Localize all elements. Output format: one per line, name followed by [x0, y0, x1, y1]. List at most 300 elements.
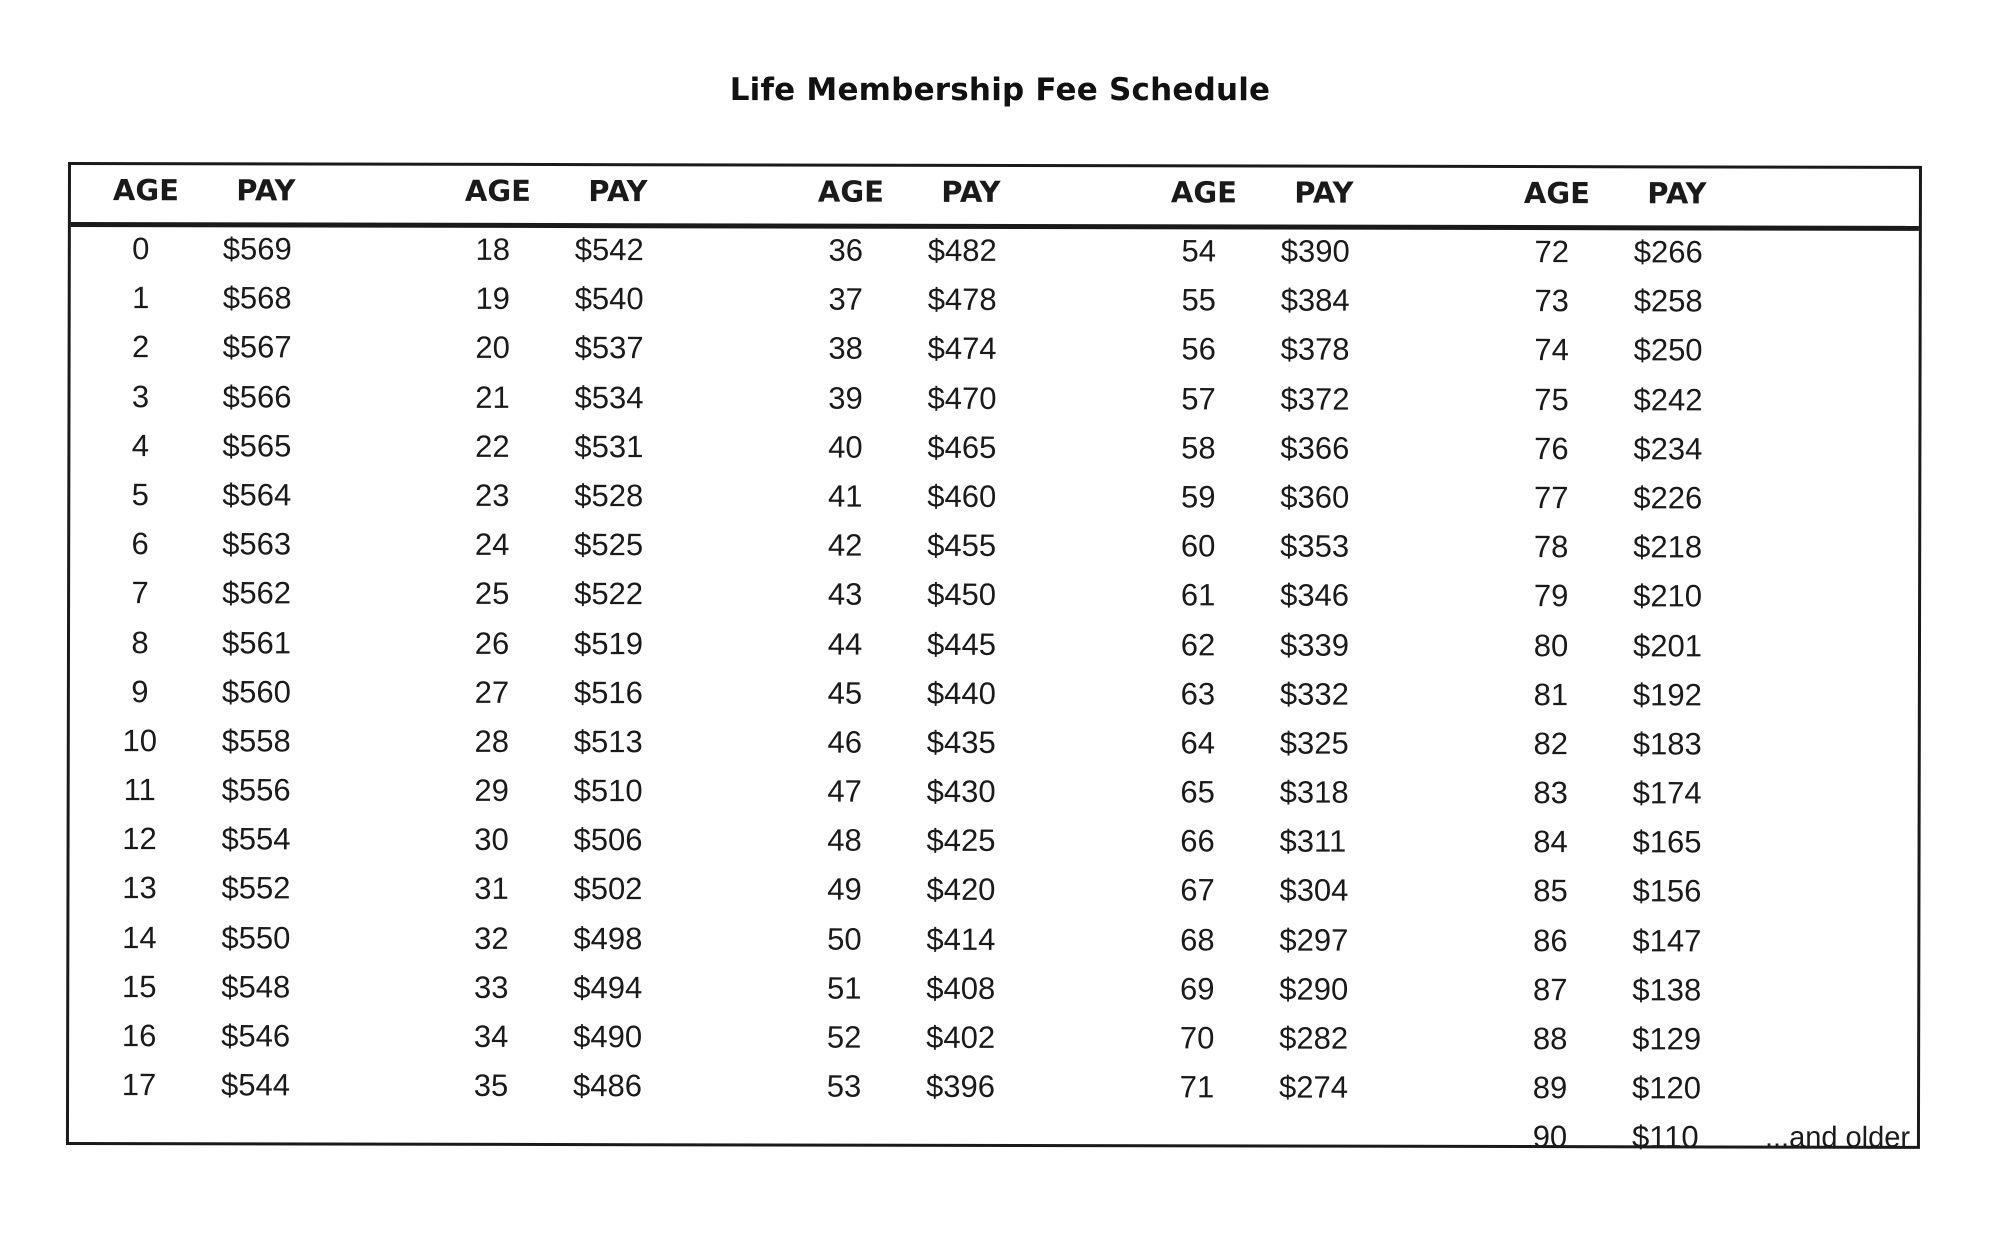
pay-cell: $339	[1279, 627, 1349, 663]
pay-cell: $556	[221, 772, 291, 808]
pay-cell: $502	[573, 871, 643, 907]
age-cell: 27	[474, 674, 510, 710]
pay-cell: $562	[222, 575, 292, 611]
table-row	[70, 473, 430, 523]
table-row	[70, 719, 430, 769]
pay-cell: $290	[1279, 971, 1349, 1007]
age-cell: 40	[828, 429, 863, 465]
table-row	[1481, 476, 1841, 526]
table-row	[70, 375, 430, 425]
pay-cell: $525	[574, 527, 644, 563]
age-cell: 11	[123, 772, 156, 808]
table-row	[1128, 524, 1488, 574]
table-row	[775, 819, 1135, 869]
pay-cell: $414	[926, 921, 996, 957]
age-cell: 20	[475, 330, 510, 366]
pay-cell: $478	[927, 281, 997, 318]
pay-cell: $440	[926, 675, 996, 711]
age-cell: 32	[474, 920, 509, 956]
age-cell: 46	[827, 724, 863, 760]
pay-cell: $460	[927, 478, 997, 514]
table-row	[1481, 673, 1841, 723]
table-row	[1127, 967, 1487, 1017]
age-cell: 83	[1533, 775, 1568, 811]
age-cell: 39	[828, 380, 863, 416]
table-row	[1480, 1115, 1911, 1165]
age-cell: 15	[121, 968, 157, 1004]
table-row	[1127, 1016, 1487, 1066]
table-row	[775, 720, 1135, 770]
table-row	[422, 720, 782, 770]
age-cell: 9	[131, 673, 149, 709]
table-row	[423, 326, 783, 376]
table-row	[1128, 721, 1488, 771]
table-row	[422, 769, 782, 819]
pay-cell: $566	[222, 378, 292, 415]
table-row	[1128, 475, 1488, 525]
pay-cell: $282	[1279, 1020, 1349, 1056]
age-column-header: AGE	[1170, 175, 1238, 210]
pay-cell: $242	[1633, 381, 1703, 417]
age-cell: 28	[474, 723, 510, 759]
pay-cell: $408	[926, 970, 996, 1006]
age-cell: 70	[1179, 1020, 1215, 1056]
age-column-header: AGE	[1523, 176, 1591, 211]
pay-cell: $498	[573, 920, 643, 956]
age-cell: 33	[473, 969, 509, 1005]
age-cell: 18	[475, 231, 511, 267]
table-row	[70, 670, 430, 720]
table-row	[71, 227, 431, 277]
age-cell: 60	[1180, 528, 1216, 564]
pay-cell: $561	[221, 624, 291, 660]
pay-cell: $192	[1632, 676, 1702, 713]
age-cell: 26	[474, 625, 510, 661]
rows-list	[1480, 230, 1911, 1165]
age-cell: 2	[131, 329, 150, 365]
age-cell: 38	[828, 330, 863, 367]
pay-cell: $390	[1280, 233, 1350, 269]
table-row	[776, 278, 1136, 328]
pay-cell: $435	[926, 724, 996, 760]
pay-cell: $311	[1279, 823, 1347, 859]
pay-cell: $528	[574, 477, 644, 514]
age-cell: 21	[475, 379, 510, 415]
table-row	[70, 571, 430, 621]
pay-cell: $465	[927, 429, 997, 465]
table-row	[1128, 377, 1488, 427]
pay-cell: $450	[927, 577, 997, 613]
pay-cell: $455	[927, 527, 997, 564]
age-cell: 76	[1534, 430, 1569, 466]
table-row	[774, 868, 1134, 918]
age-cell: 41	[828, 478, 863, 514]
table-row	[422, 670, 782, 720]
age-column-header: AGE	[464, 173, 532, 208]
pay-cell: $332	[1279, 676, 1349, 712]
pay-cell: $360	[1280, 479, 1350, 515]
age-cell: 13	[122, 870, 157, 906]
pay-cell: $210	[1633, 578, 1703, 614]
pay-cell: $554	[221, 821, 291, 857]
column-group-1	[71, 165, 431, 1103]
age-cell: 30	[474, 822, 509, 858]
table-row	[775, 622, 1135, 672]
age-cell: 47	[827, 773, 862, 809]
table-row	[1482, 279, 1842, 329]
header-row	[423, 174, 783, 219]
pay-cell: $318	[1279, 774, 1349, 810]
pay-cell: $420	[926, 872, 996, 908]
table-row	[1128, 623, 1488, 673]
age-cell: 54	[1181, 233, 1217, 269]
age-cell: 57	[1181, 380, 1216, 416]
age-cell: 45	[827, 675, 863, 711]
pay-cell: $201	[1632, 627, 1702, 663]
age-cell: 86	[1533, 922, 1568, 958]
pay-cell: $297	[1279, 922, 1349, 958]
pay-cell: $156	[1632, 873, 1702, 909]
age-cell: 88	[1532, 1021, 1568, 1057]
pay-cell: $266	[1633, 234, 1703, 270]
table-row	[1482, 230, 1842, 280]
table-row	[1128, 819, 1488, 869]
age-cell: 37	[828, 281, 863, 317]
pay-cell: $120	[1632, 1070, 1702, 1106]
age-cell: 67	[1180, 872, 1215, 908]
table-row	[70, 768, 430, 818]
table-row	[776, 228, 1136, 278]
pay-cell: $402	[926, 1019, 996, 1055]
age-cell: 61	[1180, 577, 1216, 613]
table-row	[1128, 426, 1488, 476]
header-row	[71, 173, 431, 218]
pay-cell: $129	[1632, 1021, 1702, 1057]
pay-cell: $565	[222, 428, 292, 464]
table-row	[71, 325, 431, 375]
table-row	[775, 474, 1135, 524]
age-cell: 1	[132, 280, 150, 316]
age-cell: 44	[827, 626, 863, 662]
pay-cell: $558	[221, 723, 291, 759]
age-cell: 12	[122, 821, 157, 857]
age-cell: 19	[475, 281, 510, 317]
table-row	[1129, 229, 1489, 279]
age-cell: 49	[827, 872, 862, 908]
table-row	[1481, 771, 1841, 821]
pay-cell: $325	[1279, 725, 1349, 761]
age-cell: 64	[1180, 725, 1216, 761]
table-row	[775, 425, 1135, 475]
age-cell: 4	[131, 427, 150, 463]
age-cell: 79	[1533, 578, 1569, 614]
age-cell: 58	[1181, 430, 1216, 466]
age-cell: 66	[1180, 823, 1215, 859]
age-cell: 71	[1179, 1069, 1215, 1105]
pay-cell: $366	[1280, 430, 1350, 466]
table-row	[1127, 869, 1487, 919]
table-row	[1129, 328, 1489, 378]
table-row	[1127, 1065, 1487, 1115]
age-cell: 75	[1534, 381, 1569, 417]
age-cell: 7	[131, 575, 149, 611]
pay-cell: $218	[1633, 529, 1703, 565]
pay-cell: $563	[222, 526, 292, 562]
table-row	[1481, 427, 1841, 477]
pay-cell: $474	[927, 331, 997, 367]
pay-cell: $506	[573, 822, 643, 858]
table-row	[775, 770, 1135, 820]
table-row	[421, 867, 781, 917]
header-row	[776, 174, 1136, 219]
fee-schedule-table	[66, 162, 1922, 1155]
table-row	[1481, 378, 1841, 428]
age-cell: 8	[131, 624, 149, 660]
age-cell: 35	[473, 1068, 509, 1104]
rows-list	[69, 227, 431, 1113]
table-row	[71, 276, 431, 326]
table-row	[1482, 328, 1842, 378]
age-cell: 42	[827, 527, 863, 563]
pay-cell: $537	[574, 330, 644, 366]
pay-cell: $510	[573, 773, 643, 809]
age-cell: 69	[1179, 971, 1215, 1007]
pay-cell: $548	[221, 969, 291, 1005]
table-row	[1129, 278, 1489, 328]
age-cell: 59	[1181, 479, 1216, 515]
pay-cell: $522	[574, 576, 644, 612]
table-row	[1481, 574, 1841, 624]
table-row	[69, 866, 429, 916]
age-cell: 80	[1533, 627, 1569, 663]
column-group-2	[423, 166, 783, 1104]
pay-cell: $274	[1279, 1069, 1349, 1105]
age-cell: 16	[121, 1018, 157, 1054]
page-title: Life Membership Fee Schedule	[729, 72, 1271, 108]
age-cell: 31	[474, 871, 509, 907]
older-ages-note: ...and older	[1764, 1121, 1911, 1155]
pay-cell: $546	[221, 1018, 291, 1054]
age-cell: 23	[475, 477, 510, 513]
pay-column-header: PAY	[1647, 176, 1707, 211]
table-row	[1480, 968, 1840, 1018]
age-cell: 74	[1534, 332, 1569, 368]
pay-cell: $544	[221, 1067, 291, 1103]
age-cell: 62	[1180, 626, 1216, 662]
table-row	[422, 424, 782, 474]
header-row	[1129, 175, 1489, 220]
age-cell: 51	[826, 970, 862, 1006]
age-cell: 5	[131, 477, 149, 513]
pay-cell: $430	[926, 773, 996, 810]
table-row	[421, 916, 781, 966]
age-cell: 43	[827, 576, 863, 612]
age-cell: 17	[121, 1067, 157, 1103]
age-cell: 24	[474, 526, 510, 563]
pay-cell: $304	[1279, 872, 1349, 909]
header-row	[1482, 176, 1842, 221]
pay-cell: $550	[221, 919, 291, 956]
pay-cell: $372	[1280, 381, 1350, 417]
age-cell: 78	[1533, 529, 1569, 565]
table-row	[774, 917, 1134, 967]
age-cell: 36	[828, 232, 864, 268]
column-group-4	[1129, 167, 1489, 1105]
table-row	[1481, 820, 1841, 870]
age-cell: 84	[1533, 824, 1568, 860]
age-cell: 22	[475, 428, 510, 464]
age-cell: 52	[826, 1019, 862, 1055]
table-row	[422, 375, 782, 425]
pay-cell: $384	[1280, 282, 1350, 318]
pay-cell: $396	[926, 1068, 996, 1105]
age-cell: 53	[826, 1068, 862, 1104]
pay-cell: $490	[573, 1019, 643, 1055]
age-cell: 34	[473, 1018, 509, 1054]
table-row	[1480, 869, 1840, 919]
pay-cell: $519	[573, 625, 643, 661]
pay-cell: $494	[573, 969, 643, 1006]
pay-column-header: PAY	[588, 174, 648, 209]
pay-cell: $486	[573, 1068, 643, 1104]
age-column-header: AGE	[112, 173, 180, 208]
age-cell: 14	[122, 919, 157, 955]
rows-list	[421, 228, 783, 1114]
table-row	[1481, 525, 1841, 575]
age-cell: 77	[1534, 480, 1569, 516]
pay-cell: $569	[222, 231, 292, 267]
pay-cell: $552	[221, 870, 291, 906]
rows-list	[774, 228, 1136, 1114]
table-row	[1480, 1066, 1840, 1116]
pay-cell: $531	[574, 428, 644, 464]
table-row	[1128, 574, 1488, 624]
age-cell: 10	[122, 722, 158, 759]
table-row	[421, 966, 781, 1016]
table-row	[1481, 722, 1841, 772]
table-row	[422, 572, 782, 622]
table-row	[422, 621, 782, 671]
age-cell: 87	[1532, 971, 1568, 1007]
pay-cell: $425	[926, 823, 996, 859]
age-cell: 3	[131, 378, 150, 414]
pay-cell: $165	[1632, 824, 1702, 860]
table-row	[69, 1063, 429, 1113]
pay-cell: $470	[927, 380, 997, 416]
age-cell: 63	[1180, 676, 1216, 712]
table-row	[69, 1014, 429, 1064]
pay-column-header: PAY	[1294, 175, 1354, 210]
table-row	[1480, 1017, 1840, 1067]
table-row	[70, 522, 430, 572]
pay-cell: $542	[574, 232, 644, 268]
pay-cell: $564	[222, 477, 292, 513]
pay-cell: $567	[222, 329, 292, 365]
pay-cell: $226	[1633, 480, 1703, 516]
pay-cell: $482	[927, 232, 997, 268]
age-cell: 0	[132, 231, 150, 267]
table-row	[775, 573, 1135, 623]
table-row	[69, 916, 429, 966]
column-group-5	[1482, 168, 1911, 1155]
age-cell: 73	[1534, 283, 1569, 319]
table-row	[775, 524, 1135, 574]
table-row	[422, 818, 782, 868]
pay-column-header: PAY	[236, 173, 296, 208]
pay-cell: $568	[222, 280, 292, 316]
table-row	[775, 376, 1135, 426]
pay-column-header: PAY	[941, 174, 1001, 209]
pay-cell: $138	[1632, 972, 1702, 1008]
age-cell: 90	[1532, 1119, 1568, 1155]
age-cell: 6	[131, 526, 149, 562]
pay-cell: $378	[1280, 331, 1350, 368]
pay-cell: $110	[1631, 1119, 1699, 1155]
table-row	[421, 1015, 781, 1065]
age-cell: 82	[1533, 725, 1569, 762]
table-row	[423, 277, 783, 327]
pay-cell: $445	[926, 626, 996, 662]
table-row	[774, 1015, 1134, 1065]
age-column-header: AGE	[817, 174, 885, 209]
table-row	[422, 474, 782, 524]
table-row	[774, 966, 1134, 1016]
age-cell: 56	[1181, 331, 1216, 367]
table-row	[1481, 623, 1841, 673]
table-row	[70, 817, 430, 867]
age-cell: 89	[1532, 1070, 1568, 1106]
pay-cell: $258	[1633, 283, 1703, 319]
age-cell: 68	[1180, 921, 1215, 958]
pay-cell: $234	[1633, 431, 1703, 467]
table-row	[69, 965, 429, 1015]
column-group-3	[776, 166, 1136, 1105]
rows-list	[1127, 229, 1489, 1115]
age-cell: 65	[1180, 774, 1215, 810]
pay-cell: $560	[221, 674, 291, 710]
table-row	[1128, 770, 1488, 820]
pay-cell: $346	[1280, 577, 1350, 613]
age-cell: 81	[1533, 676, 1569, 712]
table-row	[422, 523, 782, 573]
table-row	[421, 1064, 781, 1114]
age-cell: 25	[474, 576, 510, 612]
table-row	[70, 621, 430, 671]
age-cell: 85	[1533, 873, 1568, 909]
table-row	[1128, 672, 1488, 722]
table-row	[774, 1065, 1134, 1115]
age-cell: 29	[474, 772, 509, 808]
pay-cell: $534	[574, 379, 644, 415]
age-cell: 72	[1534, 234, 1570, 270]
pay-cell: $250	[1633, 332, 1703, 368]
pay-cell: $540	[574, 281, 644, 317]
pay-cell: $516	[573, 674, 643, 710]
pay-cell: $183	[1632, 726, 1702, 762]
age-cell: 55	[1181, 282, 1216, 318]
table-row	[1127, 918, 1487, 968]
table-row	[776, 327, 1136, 377]
table-row	[423, 228, 783, 278]
age-cell: 50	[827, 921, 862, 957]
pay-cell: $174	[1632, 775, 1702, 811]
table-row	[775, 671, 1135, 721]
table-row	[70, 424, 430, 474]
table-row	[1480, 919, 1840, 969]
pay-cell: $147	[1632, 922, 1702, 959]
pay-cell: $513	[573, 723, 643, 760]
pay-cell: $353	[1280, 528, 1350, 564]
